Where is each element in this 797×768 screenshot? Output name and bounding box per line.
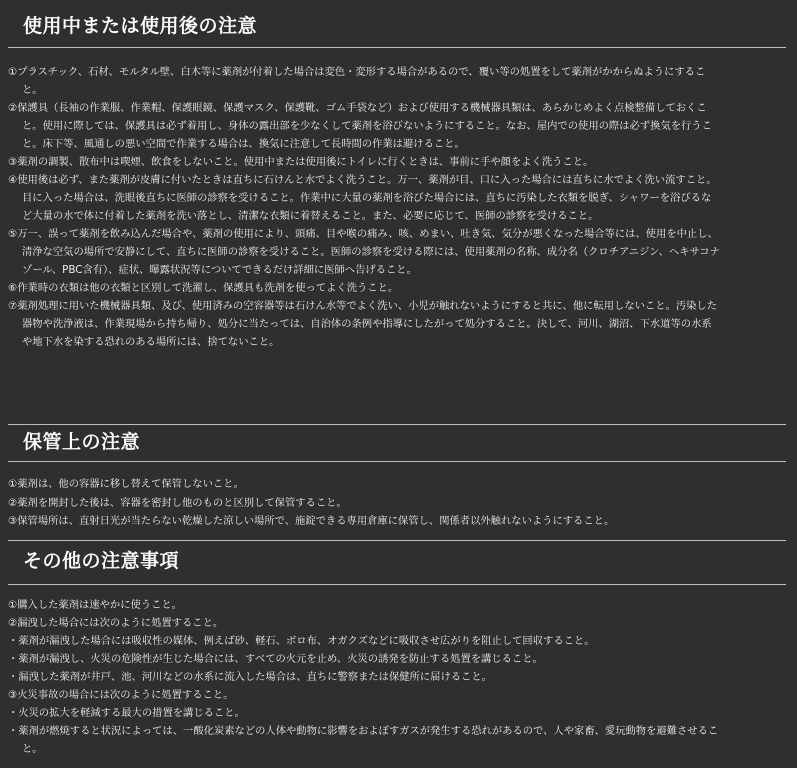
other-item-3: ・薬剤が漏洩した場合には吸収性の媒体、例えば砂、軽石、ボロ布、オガクズなどに吸収させ広がりを阻止して回収すること。 (8, 635, 595, 647)
precaution-item-1: ①プラスチック、石材、モルタル壁、白木等に薬剤が付着した場合は変色・変形する場合があるので、覆い等の処置をして薬剤がかからぬようにすること。 (8, 66, 706, 96)
precaution-item-6: ⑥作業時の衣類は他の衣類と区別して洗濯し、保護具も洗剤を使ってよく洗うこと。 (8, 282, 399, 294)
other-item-1: ①購入した薬剤は速やかに使うこと。 (8, 599, 182, 611)
section-title: 保管上の注意 (23, 431, 141, 453)
precaution-item-3: ③薬剤の調製、散布中は喫煙、飲食をしないこと。使用中または使用後にトイレに行くときは、事前に手や顔をよく洗うこと。 (8, 156, 594, 168)
storage-item-2: ②薬剤を開封した後は、容器を密封し他のものと区別して保管すること。 (8, 496, 347, 509)
other-item-2: ②漏洩した場合には次のように処置すること。 (8, 617, 224, 629)
section-body (8, 475, 720, 531)
section-title: 使用中または使用後の注意 (23, 15, 258, 37)
precaution-item-7: ⑦薬剤処理に用いた機械器具類、及び、使用済みの空容器等は石けん水等でよく洗い、小児が触れないようにすると共に、他に転用しないこと。汚染した器物や洗浄液は、作業現場から持ち帰り、処分に当たっては、自治体の条例や指導にしたがって処分すること。決して、河川、湖沼、下水道等の水系や地下水を染する恐れのある場所には、捨てないこと。 (8, 300, 718, 348)
storage-item-3: ③保管場所は、直射日光が当たらない乾燥した涼しい場所で、施錠できる専用倉庫に保管し、関係者以外触れないようにすること。 (8, 515, 615, 527)
other-item-7: ・火災の拡大を軽減する最大の措置を講じること。 (8, 707, 245, 719)
section-divider (8, 424, 786, 425)
section-divider (8, 47, 786, 48)
section-divider (8, 461, 786, 462)
section-body (8, 596, 720, 758)
other-item-4: ・薬剤が漏洩し、火災の危険性が生じた場合には、すべての火元を止め、火災の誘発を防止する処置を講じること。 (8, 653, 543, 665)
precaution-item-4: ④使用後は必ず、また薬剤が皮膚に付いたときは直ちに石けんと水でよく洗うこと。万一、薬剤が目、口に入った場合には直ちに水でよく洗い流すこと。目に入った場合は、洗眼後直ちに医師の診察を受けること。作業中に大量の薬剤を浴びた場合には、直ちに汚染した衣類を脱ぎ、シャワーを浴びるなど大量の水で体に付着した薬剤を洗い落とし、清潔な衣類に着替えること。また、必要に応じて、医師の診察を受けること。 (8, 174, 717, 222)
other-item-5: ・漏洩した薬剤が井戸、池、河川などの水系に流入した場合は、直ちに警察または保健所に届けること。 (8, 671, 492, 683)
precaution-item-5: ⑤万一、誤って薬剤を飲み込んだ場合や、薬剤の使用により、頭痛、目や喉の痛み、咳、めまい、吐き気、気分が悪くなった場合等には、使用を中止し、清浄な空気の場所で安静にして、直ちに医師の診察を受けること。医師の診察を受ける際には、使用薬剤の名称、成分名（クロチアニジン、ヘキサコナゾール、PBC含有）、症状、曝露状況等についてできるだけ詳細に医師へ告げること。 (8, 228, 720, 276)
storage-item-1: ①薬剤は、他の容器に移し替えて保管しないこと。 (8, 478, 244, 490)
section-title: その他の注意事項 (23, 550, 180, 572)
section-divider (8, 540, 786, 541)
section-divider (8, 584, 786, 585)
other-item-8: ・薬剤が燃焼すると状況によっては、一酸化炭素などの人体や動物に影響をおよぼすガスが発生する恐れがあるので、人や家畜、愛玩動物を避難させること。 (8, 725, 719, 755)
precaution-item-2: ②保護具（長袖の作業服、作業帽、保護眼鏡、保護マスク、保護靴、ゴム手袋など）および使用する機械器具類は、あらかじめよく点検整備しておくこと。使用に際しては、保護具は必ず着用し、身体の露出部を少なくして薬剤を浴びないようにすること。なお、屋内での使用の際は必ず換気を行うこと。床下等、風通しの悪い空間で作業する場合は、換気に注意して長時間の作業は避けること。 (8, 102, 712, 150)
section-body (8, 63, 720, 351)
other-item-6: ③火災事故の場合には次のように処置すること。 (8, 689, 234, 701)
